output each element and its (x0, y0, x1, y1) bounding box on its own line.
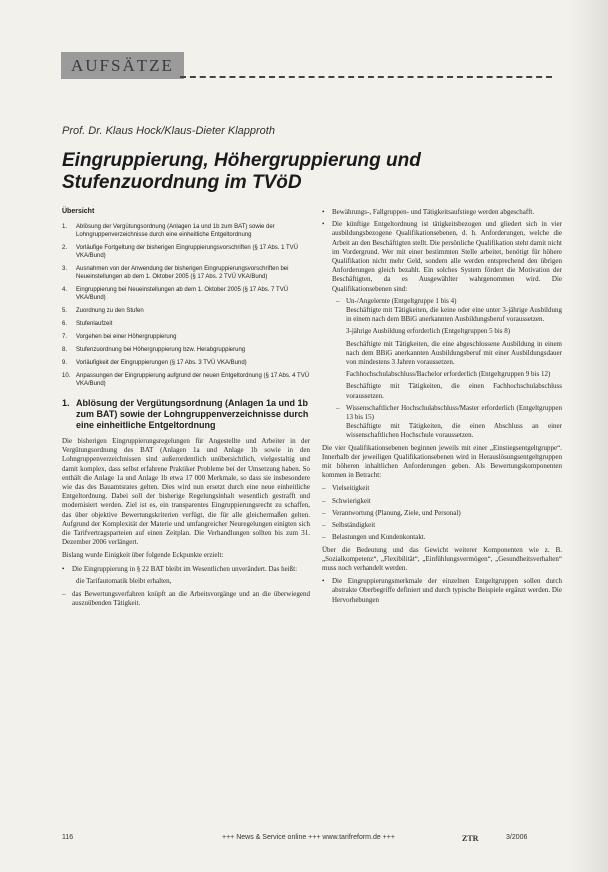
page-footer (62, 834, 562, 846)
level-item: Beschäftigte mit Tätigkeiten, die einen Fachhochschulabschluss voraussetzen. (346, 382, 562, 400)
components-paragraph: Über die Bedeutung und das Gewicht weiterer Komponenten wie z. B. „Sozialkompetenz“, „Flexibilität“, „Einfühlungsvermögen“, „Gesundheitsverhalten“ muss noch verhandelt werden. (322, 545, 562, 572)
toc-list (62, 223, 310, 388)
toc-item: 9. Vorläufigkeit der Eingruppierungen (§ 17 Abs. 3 TVÜ VKA/Bund) (62, 360, 247, 366)
toc-item: 10. Anpassungen der Eingruppierung aufgrund der neuen Entgeltordnung (§ 17 Abs. 4 TVÜ VKA/Bund) (62, 373, 310, 387)
level-item: Beschäftigte mit Tätigkeiten, die eine abgeschlossene Ausbildung in einem nach dem BBiG anerkannten Ausbildungsberuf mit einer Ausbildungsdauer von mindestens 3 Jahren voraussetzen. (346, 339, 562, 367)
section-1-sub-1: die Tarifautomatik bleibt erhalten, (76, 576, 172, 585)
criteria-item: – Schwierigkeit (322, 496, 371, 505)
level-item: – Un-/Angelernte (Entgeltgruppe 1 bis 4) Beschäftigte mit Tätigkeiten, die keine oder eine unter 3-jährige Ausbildung in einem nach dem BBiG anerkannten Ausbildungsberuf voraussetzen. (336, 296, 562, 324)
bullet-item: • Die Eingruppierung in § 22 BAT bleibt im Wesentlichen unverändert. Das heißt: (62, 564, 298, 573)
left-column (62, 208, 310, 611)
journal-logo: ZTR (462, 834, 479, 843)
toc-item: 5. Zuordnung zu den Stufen (62, 308, 144, 314)
authors-line: Prof. Dr. Klaus Hock/Klaus-Dieter Klapproth (62, 125, 275, 137)
bullet-item: • Die Eingruppierungsmerkmale der einzelnen Entgeltgruppen sollen durch abstrakte Oberbegriffe definiert und durch typische Beispiele ergänzt werden. Die Hervorhebungen (322, 577, 562, 604)
qualification-levels (322, 297, 562, 441)
dash-item: – das Bewertungsverfahren knüpft an die Arbeitsvorgänge und an die überwiegend auszuübenden Tätigkeit. (62, 590, 310, 608)
article-title: Eingruppierung, Höhergruppierung und Stufenzuordnung im TVöD (62, 150, 421, 193)
toc-item: 3. Ausnahmen von der Anwendung der bisherigen Eingruppierungsvorschriften bei Neueinstellungen ab dem 1. Oktober 2005 (§ 17 Abs. 2 TVÜ VKA/Bund) (62, 266, 289, 280)
toc-item: 4. Eingruppierung bei Neueinstellungen ab dem 1. Oktober 2005 (§ 17 Abs. 7 TVÜ VKA/Bund) (62, 287, 289, 301)
section-1-paragraph: Die bisherigen Eingruppierungsregelungen für Angestellte und Arbeiter in der Vergütungsordnung des BAT (Anlagen 1a und Anlage 1b sowie in den Lohngruppenverzeichnissen sind außerordentlich unübersichtlich, vielgestaltig und damit komplex, dass selbst erfahrene Praktiker Probleme bei der Umsetzung haben. So enthält die Anlage 1a und Anlage 1b etwa 17 000 Merkmale, so dass sie insbesondere wie das des Bauamtsrates gelten. Dies wird nun ersetzt durch eine neue einheitliche Entgeltordnung. Dabei soll der bisherige Regelungsinhalt wesentlich gestrafft und modernisiert werden. Ziel ist es, ein transparentes Eingruppierungsrecht zu schaffen, das über objektive Bewertungskriterien verfügt, die für alle gleichermaßen gelten. Aufgrund der Komplexität der Materie und umfangreicher Neuregelungen einigten sich die Tarifvertragsparteien auf einen Zeitplan. Die Verhandlungen sollten bis zum 31. Dezember 2006 verlängert. (62, 437, 310, 547)
footer-url: +++ News & Service online +++ www.tarifreform.de +++ (222, 834, 395, 841)
final-bullet (322, 577, 562, 605)
section-1-paragraph-2: Bislang wurde Einigkeit über folgende Eckpunkte erzielt: (62, 551, 224, 560)
criteria-intro: Die vier Qualifikationsebenen beginnen jeweils mit einer „Einstiegsentgeltgruppe“. Innerhalb der jeweiligen Qualifikationsebenen wird in Herauslösungsentgeltgruppen mit höheren inhaltlichen Anforderungen geben. Als Bewertungskomponenten kommen in Betracht: (322, 443, 562, 480)
criteria-item: – Verantwortung (Planung, Ziele, und Personal) (322, 508, 461, 517)
level-item: 3-jährige Ausbildung erforderlich (Entgeltgruppen 5 bis 8) (346, 327, 511, 336)
toc-item: 7. Vorgehen bei einer Höhergruppierung (62, 334, 177, 340)
toc-item: 2. Vorläufige Fortgeltung der bisherigen Eingruppierungsvorschriften (§ 17 Abs. 1 TVÜ VKA/Bund) (62, 245, 299, 259)
section-1-heading: 1. Ablösung der Vergütungsordnung (Anlagen 1a und 1b zum BAT) sowie der Lohngruppenverzeichnisse durch eine einheitliche Entgeltordnung (62, 398, 309, 430)
issue-number: 3/2006 (506, 834, 528, 841)
bullet-item: • Die künftige Entgeltordnung ist tätigkeitsbezogen und gliedert sich in vier ausbildungsbezogene Qualifikationsebenen, d. h. Anforderungen, welche die Arbeit an den Beschäftigten stellt. Die persönliche Qualifikation steht damit nicht im Vordergrund. Wer mit einer bestimmten Stelle arbeitet, benötigt für höhere Qualifikation nicht mehr Geld, sondern alle werden entsprechend den übrigen Anforderungen gleich bezahlt. Ein solches System fördert die Motivation der Beschäftigten, da es Ausgewählter wahrgenommen wird. Die Qualifikationsebenen sind: (322, 220, 562, 293)
section-1-sub-list (62, 590, 310, 608)
toc-heading: Übersicht (62, 208, 95, 215)
section-label: AUFSÄTZE (61, 52, 184, 79)
level-item: – Wissenschaftlicher Hochschulabschluss/Master erforderlich (Entgeltgruppen 13 bis 15) Beschäftigte mit Tätigkeiten, die einen Abschluss an einer wissenschaftlichen Hochschule voraussetzen. (336, 403, 562, 440)
bullet-item: • Bewährungs-, Fallgruppen- und Tätigkeitsaufstiege werden abgeschafft. (322, 208, 535, 216)
criteria-list (322, 484, 562, 542)
toc-item: 1. Ablösung der Vergütungsordnung (Anlagen 1a und 1b zum BAT) sowie der Lohngruppenverzeichnisse durch eine einheitliche Entgeltordnung (62, 224, 275, 238)
scan-shadow (568, 0, 608, 872)
right-bullets (322, 208, 562, 294)
toc-item: 6. Stufenlaufzeit (62, 321, 113, 327)
section-rule (180, 76, 552, 78)
level-item: Fachhochschulabschluss/Bachelor erforderlich (Entgeltgruppen 9 bis 12) (346, 370, 551, 379)
section-1-bullets (62, 565, 310, 574)
criteria-item: – Selbständigkeit (322, 521, 376, 530)
criteria-item: – Vielseitigkeit (322, 484, 370, 493)
toc-item: 8. Stufenzuordnung bei Höhergruppierung bzw. Herabgruppierung (62, 347, 246, 353)
right-column (322, 206, 562, 608)
criteria-item: – Belastungen und Kundenkontakt. (322, 533, 426, 542)
page-number: 116 (62, 834, 74, 841)
